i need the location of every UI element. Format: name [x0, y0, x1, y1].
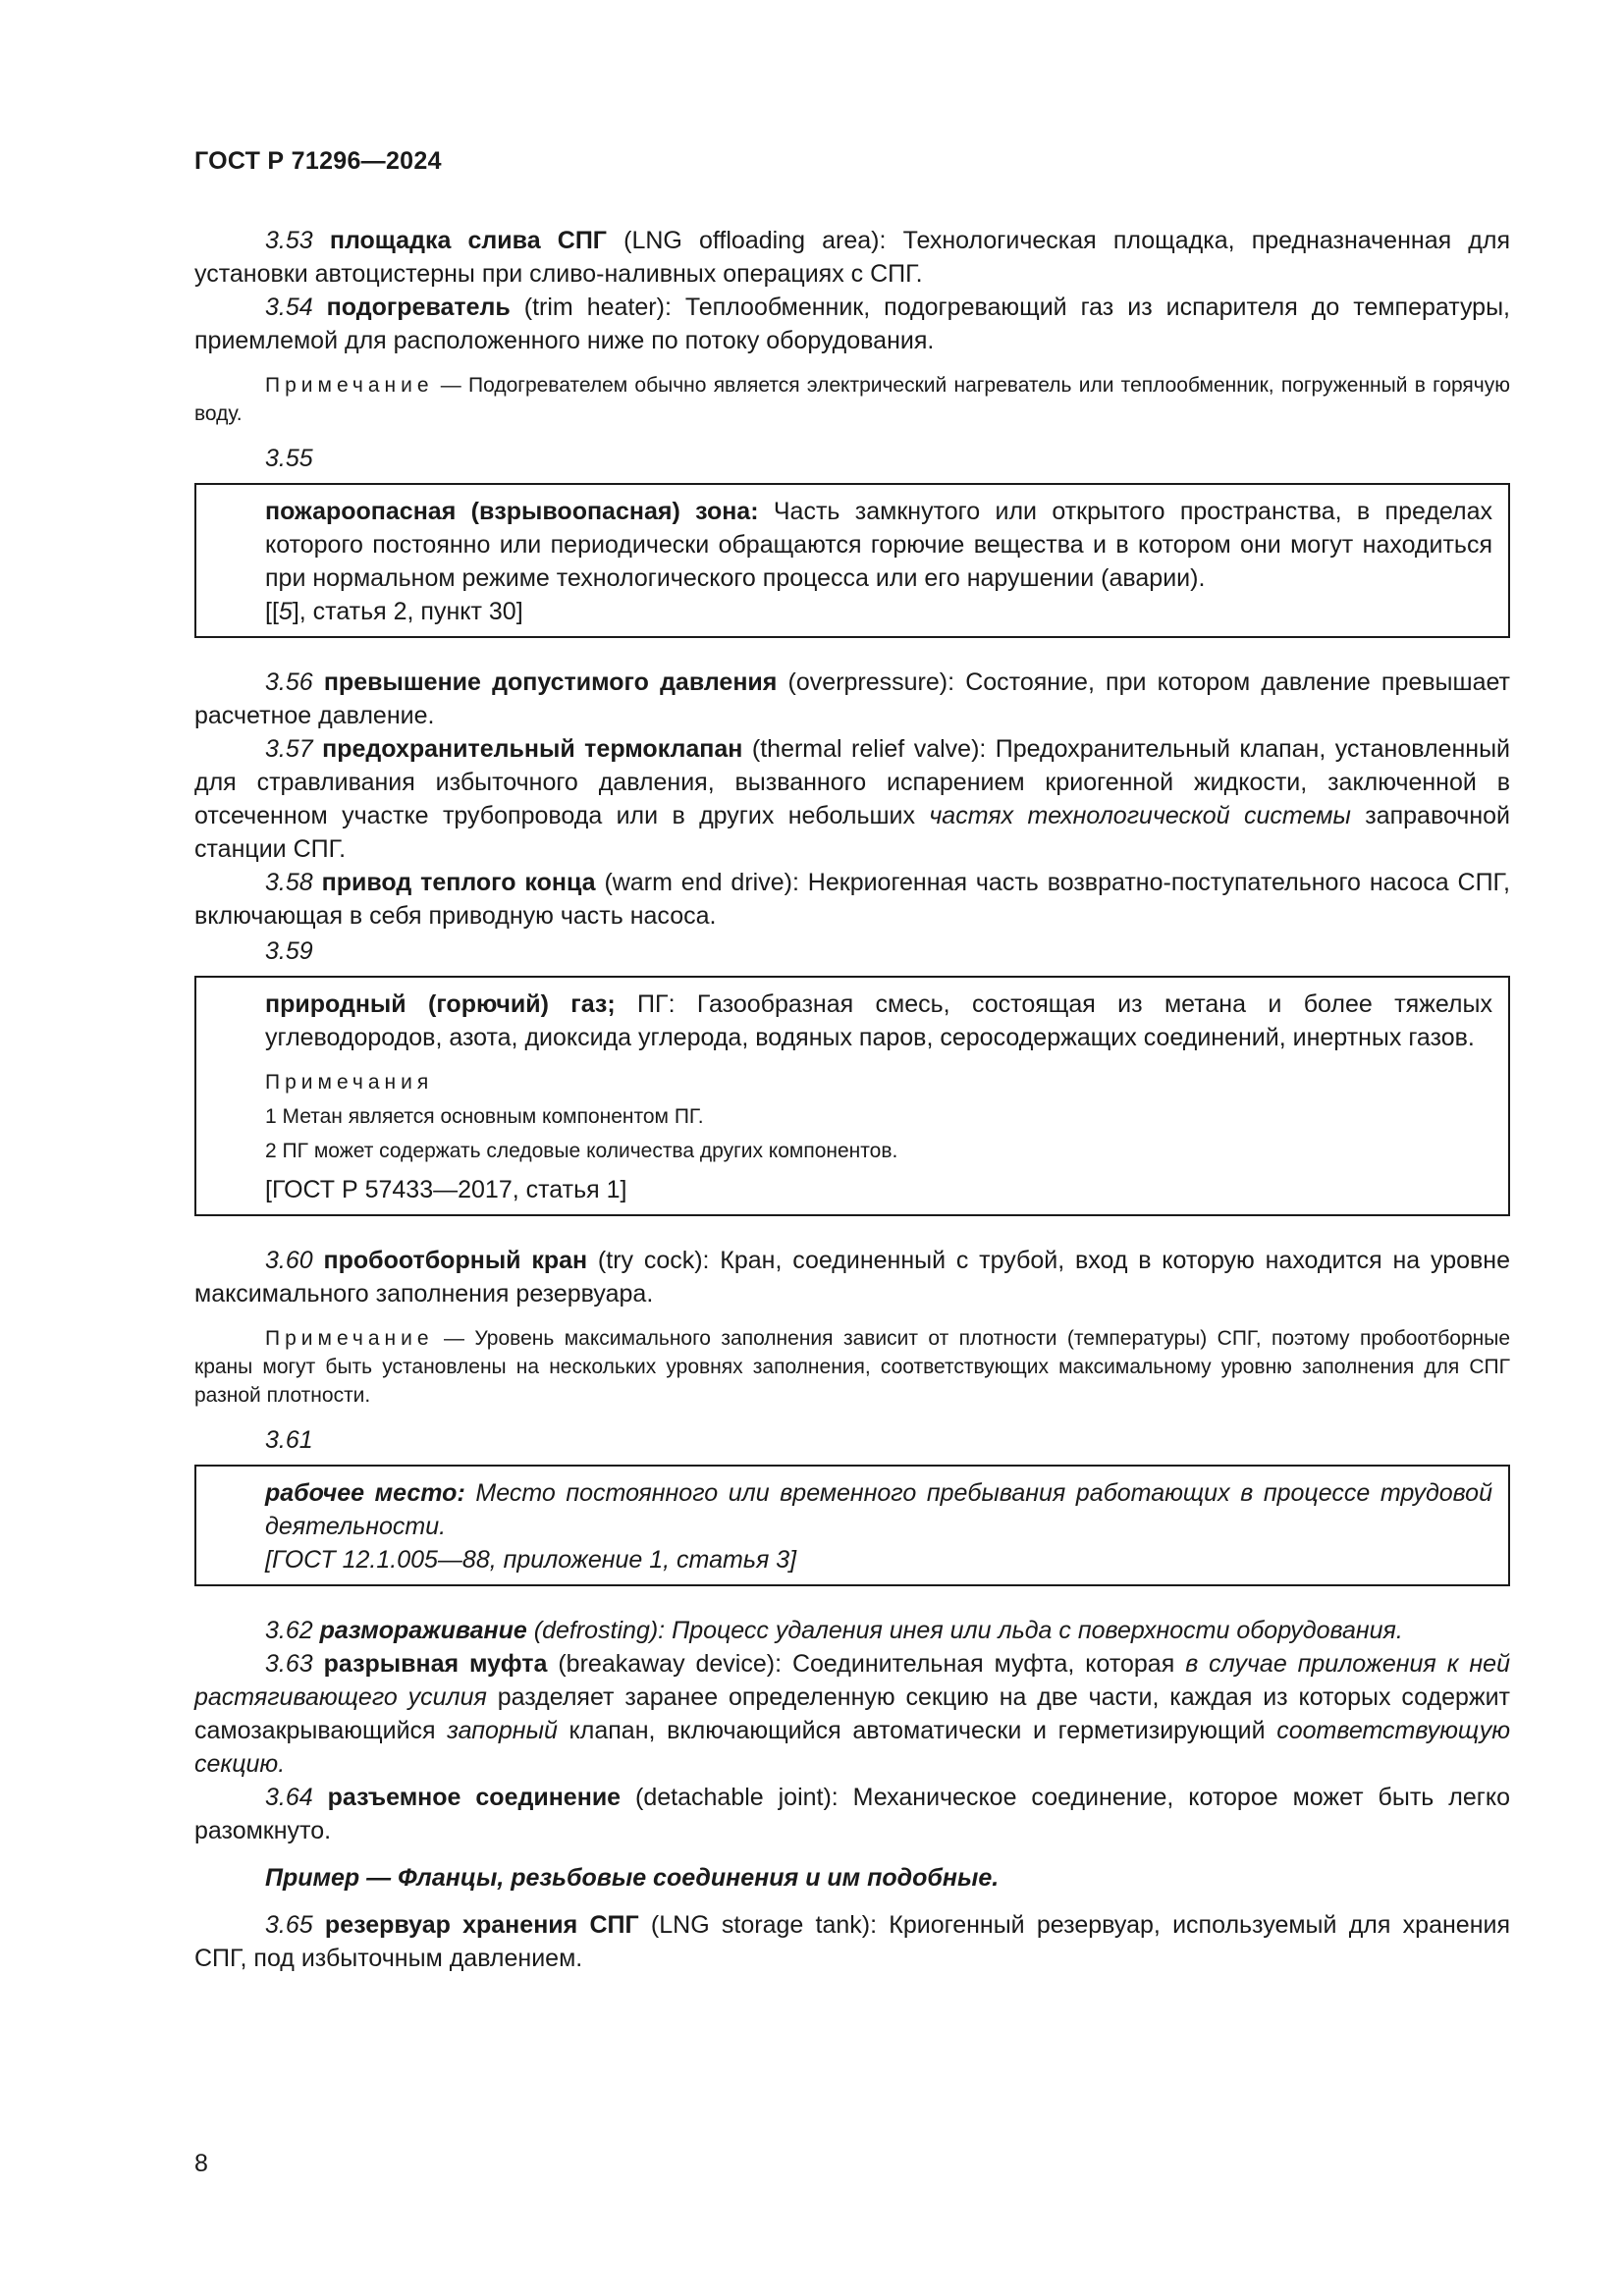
term-definition: Часть замкнутого или открытого пространства, в пределах которого постоянно или периодически обращаются горючие вещества и в котором они могут находиться при нормальном режиме технологического процесса или его нарушении (аварии). [265, 498, 1493, 592]
term-number-3-61: 3.61 [265, 1426, 313, 1454]
example: Пример — Фланцы, резьбовые соединения и им подобные. [265, 1864, 1000, 1892]
term-name: рабочее место: [265, 1479, 465, 1507]
term-3-63: 3.63 разрывная муфта (breakaway device): Соединительная муфта, которая в случае приложения к ней растягивающего усилия разделяет заранее определенную секцию на две части, каждая из которых содержит самозакрывающийся запорный клапан, включающийся автоматически и герметизирующий соответствующую секцию. [194, 1650, 1511, 1778]
term-number: 3.62 [265, 1617, 313, 1644]
term-3-65 [194, 1908, 1510, 1975]
term-definition: (LNG offloading area): Технологическая площадка, предназначенная для установки автоцистерны при сливо-наливных операциях с СПГ. [194, 227, 1511, 288]
term-number: 3.53 [265, 227, 313, 254]
term-number: 3.56 [265, 668, 313, 696]
term-definition: (LNG storage tank): Криогенный резервуар, используемый для хранения СПГ, под избыточным давлением. [194, 1911, 1510, 1972]
term-3-54 [194, 291, 1510, 357]
term-3-60 [194, 1244, 1510, 1310]
term-definition: (detachable joint): Механическое соединение, которое может быть легко разомкнуто. [194, 1784, 1510, 1844]
term-3-59 [265, 988, 1492, 1054]
term-3-61 [265, 1476, 1492, 1543]
term-number: 3.64 [265, 1784, 313, 1811]
term-definition: (warm end drive): Некриогенная часть возвратно-поступательного насоса СПГ, включающая в себя приводную часть насоса. [194, 869, 1510, 930]
term-name: размораживание [319, 1617, 527, 1644]
term-name: площадка слива СПГ [329, 227, 607, 254]
term-box-3-59 [194, 976, 1510, 1216]
term-definition: (defrosting): Процесс удаления инея или льда с поверхности оборудования. [526, 1617, 1403, 1644]
term-name: привод теплого конца [321, 869, 596, 896]
term-definition: Место постоянного или временного пребывания работающих в процессе трудовой деятельности. [265, 1479, 1492, 1540]
term-definition: (thermal relief valve): Предохранительный клапан, установленный для стравливания избыточного давления, вызванного испарением криогенной жидкости, заключенной в отсеченном участке трубопровода или в других небольших [194, 735, 1511, 829]
term-source: [ГОСТ 12.1.005—88, приложение 1, статья 3] [265, 1546, 797, 1574]
page-number: 8 [194, 2150, 208, 2177]
note-2: 2 ПГ может содержать следовые количества других компонентов. [265, 1140, 898, 1162]
note-label: Примечание [265, 374, 434, 397]
note-text: — Подогревателем обычно является электрический нагреватель или теплообменник, погруженный в горячую воду. [194, 374, 1510, 425]
term-definition: (breakaway device): Соединительная муфта, которая [547, 1650, 1186, 1678]
term-number: 3.54 [265, 294, 313, 321]
term-definition: ПГ: Газообразная смесь, состоящая из метана и более тяжелых углеводородов, азота, диоксида углерода, водяных паров, серосодержащих соединений, инертных газов. [265, 990, 1492, 1051]
term-box-3-61 [194, 1465, 1510, 1586]
term-source: [[5], статья 2, пункт 30] [265, 598, 523, 625]
term-number: 3.60 [265, 1247, 313, 1274]
term-name: разрывная муфта [323, 1650, 548, 1678]
term-3-53 [194, 224, 1510, 291]
term-name: предохранительный термоклапан [322, 735, 743, 763]
term-box-3-55 [194, 483, 1510, 638]
term-definition: (overpressure): Состояние, при котором давление превышает расчетное давление. [194, 668, 1510, 729]
term-3-57: 3.57 предохранительный термоклапан (thermal relief valve): Предохранительный клапан, установленный для стравливания избыточного давления, вызванного испарением криогенной жидкости, заключенной в отсеченном участке трубопровода или в других небольших частях технологической системы заправочной станции СПГ. [194, 735, 1511, 863]
term-3-55 [265, 495, 1492, 595]
term-name: пробоотборный кран [323, 1247, 588, 1274]
term-number: 3.57 [265, 735, 313, 763]
term-3-58 [194, 866, 1510, 933]
note-1: 1 Метан является основным компонентом ПГ. [265, 1105, 704, 1128]
term-definition: (trim heater): Теплообменник, подогревающий газ из испарителя до температуры, приемлемой для расположенного ниже по потоку оборудования. [194, 294, 1511, 354]
term-name: пожароопасная (взрывоопасная) зона: [265, 498, 759, 525]
term-source: [ГОСТ Р 57433—2017, статья 1] [265, 1176, 627, 1203]
notes-title: Примечания [265, 1071, 434, 1094]
term-name: подогреватель [326, 294, 511, 321]
note-text: — Уровень максимального заполнения зависит от плотности (температуры) СПГ, поэтому пробоотборные краны могут быть установлены на нескольких уровнях заполнения, соответствующих максимальному уровню заполнения для СПГ разной плотности. [194, 1327, 1510, 1407]
term-definition: (try cock): Кран, соединенный с трубой, вход в которую находится на уровне максимального заполнения резервуара. [194, 1247, 1510, 1308]
term-3-64 [194, 1781, 1510, 1847]
note-3-60 [194, 1324, 1510, 1410]
document-body [194, 224, 1510, 1975]
term-number-3-59: 3.59 [265, 937, 313, 965]
term-number-3-55: 3.55 [265, 445, 313, 472]
term-name: разъемное соединение [327, 1784, 622, 1811]
term-definition-italic: частях технологической системы [929, 802, 1351, 829]
term-3-56 [194, 666, 1510, 732]
term-number: 3.58 [265, 869, 313, 896]
term-number: 3.63 [265, 1650, 313, 1678]
document-header: ГОСТ Р 71296—2024 [194, 147, 442, 175]
note-3-54 [194, 371, 1510, 428]
term-name: превышение допустимого давления [323, 668, 778, 696]
term-number: 3.65 [265, 1911, 313, 1939]
note-label: Примечание [265, 1327, 434, 1350]
term-3-62 [194, 1614, 1510, 1647]
term-name: природный (горючий) газ; [265, 990, 616, 1018]
term-name: резервуар хранения СПГ [324, 1911, 639, 1939]
